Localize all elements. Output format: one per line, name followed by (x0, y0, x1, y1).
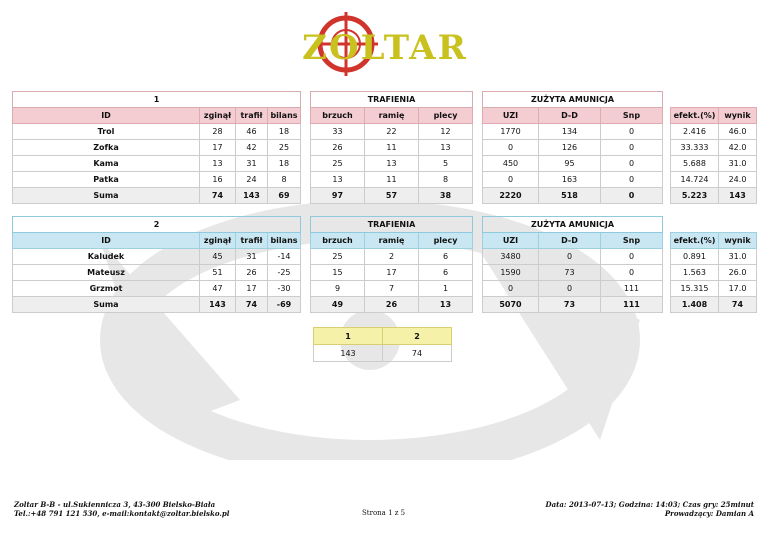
table-cell: wynik (719, 233, 757, 249)
footer-date-line: Data: 2013-07-13; Godzina: 14:03; Czas gry: 25minut (545, 500, 754, 509)
table-cell: 5 (419, 156, 473, 172)
table-row (13, 172, 757, 188)
table-cell: 13 (419, 297, 473, 313)
table-cell: UZI (483, 233, 539, 249)
team-1-table (12, 91, 757, 204)
score-value-team-1: 143 (314, 345, 383, 362)
table-cell: 5.223 (671, 188, 719, 204)
table-cell: 111 (601, 297, 663, 313)
table-row (13, 124, 757, 140)
table-cell: -69 (268, 297, 301, 313)
table-cell: 95 (539, 156, 601, 172)
table-cell: 73 (539, 297, 601, 313)
table-cell: plecy (419, 108, 473, 124)
table-cell: plecy (419, 233, 473, 249)
table-cell: 38 (419, 188, 473, 204)
score-summary-table (313, 327, 452, 362)
table-cell: 18 (268, 156, 301, 172)
row-label: Trol (13, 124, 200, 140)
table-cell: 22 (365, 124, 419, 140)
table-cell: 11 (365, 140, 419, 156)
table-cell: 0 (601, 265, 663, 281)
row-label: ID (13, 233, 200, 249)
footer-game-info (546, 500, 754, 518)
table-cell: 0 (601, 172, 663, 188)
table-cell: 11 (365, 172, 419, 188)
table-cell: ramię (365, 108, 419, 124)
header-row (13, 108, 757, 124)
team-2-table (12, 216, 757, 313)
table-cell: 13 (365, 156, 419, 172)
table-cell: 57 (365, 188, 419, 204)
table-cell: 6 (419, 265, 473, 281)
table-cell: 143 (236, 188, 268, 204)
table-cell: 69 (268, 188, 301, 204)
row-label: Mateusz (13, 265, 200, 281)
table-cell: 1.408 (671, 297, 719, 313)
table-row (13, 140, 757, 156)
table-row (13, 281, 757, 297)
table-cell: efekt.(%) (671, 233, 719, 249)
table-cell: 0 (601, 124, 663, 140)
table-cell: 1590 (483, 265, 539, 281)
table-cell: -14 (268, 249, 301, 265)
table-cell: D-D (539, 233, 601, 249)
table-cell: 42.0 (719, 140, 757, 156)
row-label: Suma (13, 188, 200, 204)
table-cell: 42 (236, 140, 268, 156)
table-cell: Snp (601, 233, 663, 249)
table-cell: 49 (311, 297, 365, 313)
table-cell: 0 (539, 281, 601, 297)
table-cell: 8 (268, 172, 301, 188)
row-label: Suma (13, 297, 200, 313)
table-cell: 5.688 (671, 156, 719, 172)
footer-host-line: Prowadzący: Damian A (664, 509, 754, 518)
table-cell: 74 (719, 297, 757, 313)
table-cell: trafił (236, 108, 268, 124)
row-label: Kama (13, 156, 200, 172)
table-cell: 450 (483, 156, 539, 172)
table-cell: 31.0 (719, 249, 757, 265)
table-cell: 0 (601, 156, 663, 172)
table-cell: 0 (601, 140, 663, 156)
sum-row (13, 188, 757, 204)
table-cell: wynik (719, 108, 757, 124)
table-cell: 12 (419, 124, 473, 140)
table-cell: 31 (236, 249, 268, 265)
table-cell: 25 (311, 156, 365, 172)
score-header-team-1: 1 (314, 328, 383, 345)
table-row (13, 156, 757, 172)
table-cell: 2.416 (671, 124, 719, 140)
table-cell: 26 (236, 265, 268, 281)
table-cell: Snp (601, 108, 663, 124)
sum-row (13, 297, 757, 313)
table-cell: bilans (268, 108, 301, 124)
table-cell: 26 (365, 297, 419, 313)
row-label: Kaludek (13, 249, 200, 265)
table-cell: 24.0 (719, 172, 757, 188)
footer-address (14, 500, 229, 518)
table-cell: 17 (200, 140, 236, 156)
table-cell: 13 (419, 140, 473, 156)
table-cell: 33 (311, 124, 365, 140)
table-cell: 46.0 (719, 124, 757, 140)
table-cell: 31 (236, 156, 268, 172)
table-cell: 111 (601, 281, 663, 297)
table-cell: 17 (236, 281, 268, 297)
table-cell: 74 (236, 297, 268, 313)
table-cell: 1770 (483, 124, 539, 140)
logo-text: ZOLTAR (302, 28, 468, 68)
table-cell: 7 (365, 281, 419, 297)
table-cell: 9 (311, 281, 365, 297)
table-cell: 73 (539, 265, 601, 281)
table-cell: brzuch (311, 108, 365, 124)
group-ammo-label: ZUŻYTA AMUNICJA (483, 92, 663, 108)
table-cell: 18 (268, 124, 301, 140)
group-ammo-label: ZUŻYTA AMUNICJA (483, 217, 663, 233)
table-cell: 0 (539, 249, 601, 265)
table-row (13, 265, 757, 281)
row-label: Zofka (13, 140, 200, 156)
footer-contact-line: Tel.:+48 791 121 530, e-mail:kontakt@zoltar.bielsko.pl (14, 509, 230, 518)
table-cell: 1.563 (671, 265, 719, 281)
table-cell: 74 (200, 188, 236, 204)
table-cell: 143 (200, 297, 236, 313)
table-cell: 0.891 (671, 249, 719, 265)
row-label: ID (13, 108, 200, 124)
table-row (13, 249, 757, 265)
table-cell: 163 (539, 172, 601, 188)
footer-page-number: Strona 1 z 5 (362, 509, 406, 517)
table-cell: 2 (365, 249, 419, 265)
table-cell: 26.0 (719, 265, 757, 281)
header-row (13, 233, 757, 249)
table-cell: 17 (365, 265, 419, 281)
table-cell: 126 (539, 140, 601, 156)
team-title: 2 (13, 217, 301, 233)
table-cell: 15 (311, 265, 365, 281)
table-cell: 13 (200, 156, 236, 172)
table-cell: 28 (200, 124, 236, 140)
table-cell: 25 (311, 249, 365, 265)
score-value-team-2: 74 (383, 345, 452, 362)
table-cell: bilans (268, 233, 301, 249)
table-cell: 0 (601, 249, 663, 265)
table-cell: 17.0 (719, 281, 757, 297)
table-cell: 0 (483, 172, 539, 188)
table-cell: 0 (483, 281, 539, 297)
table-cell: 24 (236, 172, 268, 188)
table-cell: 97 (311, 188, 365, 204)
table-cell: UZI (483, 108, 539, 124)
team-title: 1 (13, 92, 301, 108)
table-cell: ramię (365, 233, 419, 249)
row-label: Grzmot (13, 281, 200, 297)
table-cell: brzuch (311, 233, 365, 249)
table-cell: 46 (236, 124, 268, 140)
table-cell: 3480 (483, 249, 539, 265)
table-cell: 5070 (483, 297, 539, 313)
table-cell: 2220 (483, 188, 539, 204)
table-cell: 26 (311, 140, 365, 156)
table-cell: 518 (539, 188, 601, 204)
table-cell: 0 (601, 188, 663, 204)
row-label: Patka (13, 172, 200, 188)
table-cell: trafił (236, 233, 268, 249)
table-cell: -30 (268, 281, 301, 297)
group-hits-label: TRAFIENIA (311, 217, 473, 233)
table-cell: -25 (268, 265, 301, 281)
table-cell: zginął (200, 108, 236, 124)
footer-address-line: Zoltar B-B - ul.Sukiennicza 3, 43-300 Bielsko-Biała (14, 500, 216, 509)
table-cell: 51 (200, 265, 236, 281)
zoltar-logo (300, 10, 470, 82)
table-cell: 6 (419, 249, 473, 265)
table-cell: 13 (311, 172, 365, 188)
table-cell: 134 (539, 124, 601, 140)
table-cell: 15.315 (671, 281, 719, 297)
table-cell: efekt.(%) (671, 108, 719, 124)
table-cell: D-D (539, 108, 601, 124)
score-header-team-2: 2 (383, 328, 452, 345)
table-cell: 143 (719, 188, 757, 204)
table-cell: 33.333 (671, 140, 719, 156)
table-cell: 1 (419, 281, 473, 297)
table-cell: 0 (483, 140, 539, 156)
table-cell: 31.0 (719, 156, 757, 172)
table-cell: zginął (200, 233, 236, 249)
table-cell: 45 (200, 249, 236, 265)
table-cell: 14.724 (671, 172, 719, 188)
table-cell: 47 (200, 281, 236, 297)
table-cell: 25 (268, 140, 301, 156)
table-cell: 16 (200, 172, 236, 188)
table-cell: 8 (419, 172, 473, 188)
group-hits-label: TRAFIENIA (311, 92, 473, 108)
